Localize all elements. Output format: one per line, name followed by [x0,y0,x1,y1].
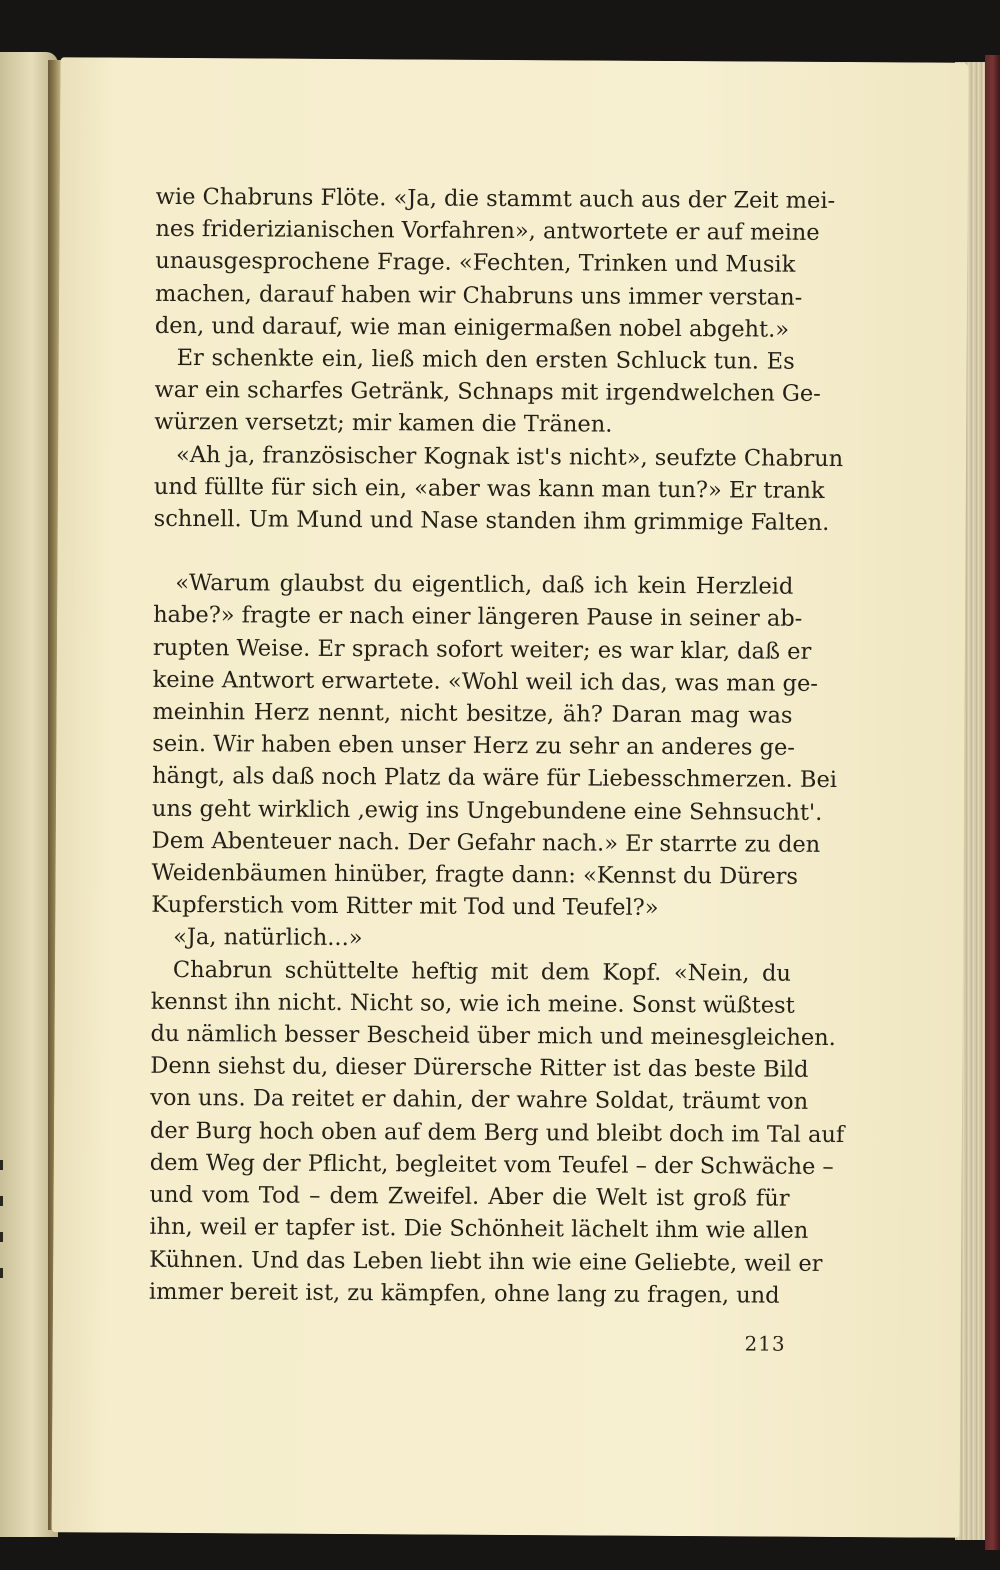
text-line: würzen versetzt; mir kamen die Tränen. [154,409,613,439]
paragraph [148,953,845,1311]
text-line: den, und darauf, wie man einigermaßen nobel abgeht.» [154,312,790,343]
text-line: sein. Wir haben eben unser Herz zu sehr an anderes ge- [152,731,796,761]
text-line: Kupferstich vom Ritter mit Tod und Teufel?» [151,892,659,922]
text-line: Denn siehst du, dieser Dürersche Ritter ist das beste Bild [150,1053,809,1084]
text-line: Kühnen. Und das Leben liebt ihn wie eine Geliebte, weil er [149,1246,823,1277]
text-line: schnell. Um Mund und Nase standen ihm grimmige Falten. [153,505,830,536]
book-cover-edge [985,55,1000,1550]
text-line: rupten Weise. Er sprach sofort weiter; es war klar, daß er [152,634,812,665]
text-line: habe?» fragte er nach einer längeren Pause in seiner ab- [153,602,803,633]
text-line: Er schenkte ein, ließ mich den ersten Schluck tun. Es [176,344,795,375]
paragraph [154,342,821,443]
text-line: «Ja, natürlich...» [173,924,363,952]
text-line: Weidenbäumen hinüber, fragte dann: «Kennst du Dürers [151,859,799,890]
text-line: Dem Abenteuer nach. Der Gefahr nach.» Er starrte zu den [151,827,821,858]
text-line: keine Antwort erwartete. «Wohl weil ich das, was man ge- [152,666,819,697]
text-line: nes friderizianischen Vorfahren», antwortete er auf meine [155,216,820,247]
text-line: «Ah ja, französischer Kognak ist's nicht», seufzte Chabrun [176,441,844,472]
text-line: machen, darauf haben wir Chabruns uns immer verstan- [154,280,803,311]
text-line: ihn, weil er tapfer ist. Die Schönheit lächelt ihm wie allen [149,1214,809,1245]
section-break [153,535,793,571]
text-line: Chabrun schüttelte heftig mit dem Kopf. «Nein, du [172,956,792,987]
paragraph [153,438,844,539]
text-line: immer bereit ist, zu kämpfen, ohne lang zu fragen, und [148,1278,780,1309]
paragraph [151,921,791,957]
text-line: wie Chabruns Flöte. «Ja, die stammt auch aus der Zeit mei- [155,183,836,214]
paragraph [154,181,836,346]
text-line: und füllte für sich ein, «aber was kann man tun?» Er trank [153,473,825,504]
text-line: dem Weg der Pflicht, begleitet vom Teufel – der Schwäche – [149,1149,834,1180]
text-line: kennst ihn nicht. Nicht so, wie ich meine. Sonst wüßtest [150,988,795,1019]
page-text [148,181,845,1312]
text-line: und vom Tod – dem Zweifel. Aber die Welt ist groß für [149,1181,790,1212]
left-page-marks [0,1160,8,1304]
right-page [52,57,969,1538]
text-line: uns geht wirklich ‚ewig ins Ungebundene eine Sehnsucht'. [151,795,823,826]
text-line: war ein scharfes Getränk, Schnaps mit irgendwelchen Ge- [154,377,821,408]
text-line: du nämlich besser Bescheid über mich und meinesgleichen. [150,1020,836,1052]
text-line: «Warum glaubst du eigentlich, daß ich kein Herzleid [175,570,794,600]
paragraph [151,567,838,925]
text-line: unausgesprochene Frage. «Fechten, Trinken und Musik [155,248,796,279]
text-line: meinhin Herz nennt, nicht besitze, äh? Daran mag was [152,698,793,729]
page-number: 213 [744,1331,786,1356]
text-line: der Burg hoch oben auf dem Berg und bleibt doch im Tal auf [149,1117,845,1148]
text-line: von uns. Da reitet er dahin, der wahre Soldat, träumt von [150,1085,809,1116]
text-line: hängt, als daß noch Platz da wäre für Liebesschmerzen. Bei [152,763,838,794]
